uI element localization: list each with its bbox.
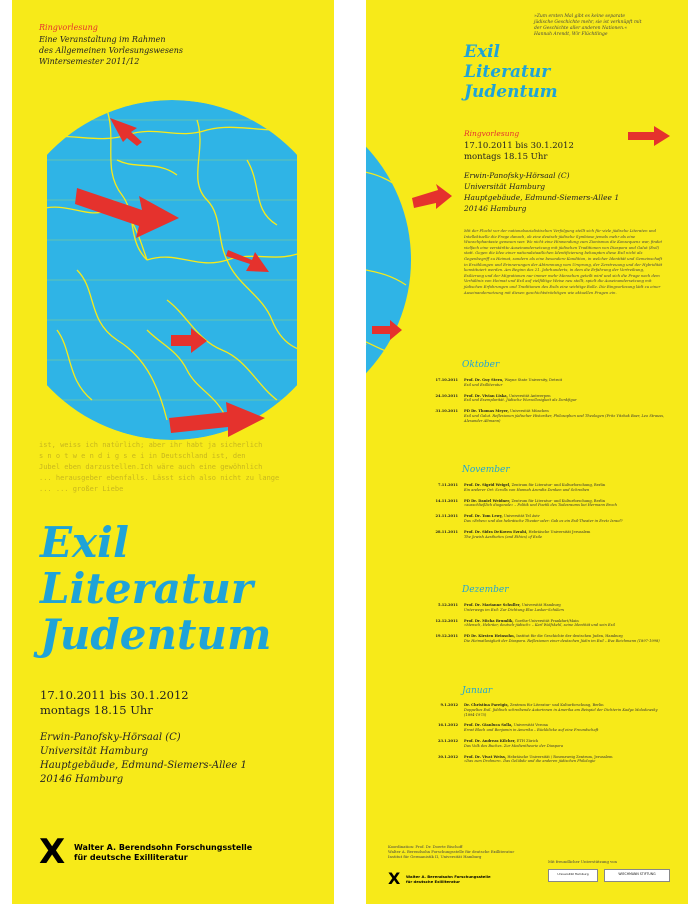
typewriter-letter-texture bbox=[39, 440, 329, 495]
institution-logo-text bbox=[406, 874, 491, 884]
quote-line: der Geschichte aller anderen Nationen.« bbox=[534, 26, 628, 31]
texture-line: Jubel eben darzustellen.Ich wäre auch eine gewöhnlich bbox=[39, 463, 263, 471]
schedule-entry bbox=[428, 723, 678, 733]
intro-text bbox=[39, 34, 183, 67]
logo-line: Walter A. Berendsohn Forschungsstelle bbox=[74, 843, 253, 852]
entry-date: 28.11.2011 bbox=[435, 529, 458, 534]
series-label: Ringvorlesung bbox=[464, 129, 520, 138]
date-range: 17.10.2011 bis 30.1.2012 bbox=[40, 688, 189, 702]
speaker-affiliation: Universität Hamburg bbox=[521, 603, 561, 607]
entry-date: 30.1.2012 bbox=[437, 754, 458, 759]
venue-address bbox=[464, 170, 619, 214]
venue-line: 20146 Hamburg bbox=[464, 204, 527, 213]
title-line: Literatur bbox=[464, 62, 551, 82]
speaker-affiliation: Institut für die Geschichte der deutschen Juden, Hamburg bbox=[516, 634, 623, 639]
venue-address bbox=[40, 731, 247, 787]
talk-title: Das »Erbes« und das hebräische Theater oder: Gab es ein Exil-Theater in Eretz Israel? bbox=[464, 518, 623, 523]
entry-date: 12.12.2011 bbox=[435, 618, 458, 623]
talk-title: Exil und Galut. Reflexionen jüdischer Historiker, Philosophen und Theologen (Fritz Yitzhak Baer, Leo Strauss, Alexander Altmann) bbox=[464, 413, 665, 423]
venue-line: Universität Hamburg bbox=[464, 182, 546, 191]
schedule-entry bbox=[428, 634, 678, 644]
event-dates bbox=[464, 141, 574, 163]
speaker-affiliation: Zentrum für Literatur- und Kulturforschung, Berlin bbox=[511, 483, 606, 487]
arrow-icon bbox=[372, 320, 402, 340]
arrow-icon bbox=[628, 126, 670, 146]
talk-title: Exil und Exemplarität. Jüdische Wurzellosigkeit als Denkfigur bbox=[464, 398, 577, 403]
entry-date: 17.10.2011 bbox=[435, 378, 458, 382]
series-label: Ringvorlesung bbox=[39, 23, 98, 32]
talk-title: »Mensch, Hebräer, deutsch-jüdisch« – Karl Wolfskehl, seine Identität und sein Exil bbox=[464, 623, 615, 628]
speaker-name: Prof. Dr. Micha Brumlik, bbox=[464, 618, 514, 623]
speaker-affiliation: ETH Zürich bbox=[516, 738, 539, 743]
speaker-name: Prof. Dr. Tom Lewy, bbox=[464, 514, 503, 519]
entry-date: 23.1.2012 bbox=[437, 738, 458, 743]
entry-date: 24.10.2011 bbox=[435, 393, 458, 398]
speaker-name: Prof. Dr. Andreas Kilcher, bbox=[464, 738, 516, 743]
talk-title: Doppeltes Exil. Jiddisch schreibende Autorinnen in Amerika am Beispiel der Dichterin Kadya Molodowsky (1894-1975) bbox=[464, 707, 658, 717]
schedule-entry bbox=[428, 409, 678, 423]
speaker-affiliation: Hebräische Universität Jerusalem bbox=[528, 529, 591, 534]
sponsor-logo: Universität Hamburg bbox=[548, 869, 598, 882]
speaker-affiliation: Zentrum für Literatur- und Kulturforschung, Berlin bbox=[509, 703, 604, 707]
entry-date: 31.10.2011 bbox=[435, 409, 458, 414]
sponsor-logo: WIECHMANN STIFTUNG bbox=[604, 869, 670, 882]
speaker-affiliation: Universität München bbox=[510, 409, 549, 414]
speaker-name: Prof. Dr. Gianluca Solla, bbox=[464, 723, 513, 728]
schedule-list-december bbox=[428, 603, 678, 650]
texture-line: ist, weiss ich natürlich; aber ihr habt ja sicherlich bbox=[39, 441, 263, 449]
speaker-name: Prof. Dr. Guy Stern, bbox=[464, 378, 504, 382]
weekly-time: montags 18.15 Uhr bbox=[464, 152, 548, 162]
speaker-affiliation: Universität Tel Aviv bbox=[503, 514, 540, 519]
speaker-affiliation: Wayne State University, Detroit bbox=[504, 378, 563, 382]
venue-line: Universität Hamburg bbox=[40, 746, 149, 757]
talk-title: »Das zum Drohnen«. Das Gelübde und die anderen jüdischen Philologie bbox=[464, 759, 596, 764]
coord-line: Koordination: Prof. Dr. Doerte Bischoff bbox=[388, 844, 463, 849]
institution-logo-text bbox=[74, 843, 252, 863]
event-dates bbox=[40, 688, 189, 718]
title-line: Judentum bbox=[40, 610, 272, 659]
poster-title bbox=[464, 42, 558, 102]
schedule-entry bbox=[428, 619, 678, 629]
schedule-entry bbox=[428, 755, 678, 765]
map-globe-illustration bbox=[47, 100, 297, 440]
logo-line: für deutsche Exilliteratur bbox=[406, 879, 460, 884]
weekly-time: montags 18.15 Uhr bbox=[40, 703, 153, 717]
entry-date: 16.1.2012 bbox=[437, 723, 458, 728]
schedule-entry bbox=[428, 394, 678, 404]
entry-date: 21.11.2011 bbox=[435, 514, 458, 519]
schedule-entry bbox=[428, 703, 678, 717]
title-line: Judentum bbox=[464, 82, 558, 102]
coordination-note bbox=[388, 844, 514, 859]
month-heading: Oktober bbox=[462, 360, 500, 370]
speaker-name: PD Dr. Kirsten Heinsohn, bbox=[464, 634, 516, 639]
title-line: Exil bbox=[40, 518, 129, 567]
month-heading: Januar bbox=[462, 686, 493, 696]
schedule-list-november bbox=[428, 483, 678, 545]
title-line: Exil bbox=[464, 42, 501, 62]
speaker-name: Prof. Dr. Sidra DeKoven Ezrahi, bbox=[464, 529, 528, 534]
support-note: Mit freundlicher Unterstützung von bbox=[548, 859, 617, 864]
entry-date: 9.1.2012 bbox=[440, 703, 458, 707]
schedule-entry bbox=[428, 378, 678, 388]
talk-title: Exil und Exilliteratur bbox=[464, 382, 503, 387]
schedule-entry bbox=[428, 603, 678, 613]
schedule-entry bbox=[428, 530, 678, 540]
speaker-name: PD Dr. Thomas Meyer, bbox=[464, 409, 509, 414]
coord-line: Institut für Germanistik II, Universität Hamburg bbox=[388, 854, 482, 859]
talk-title: »ausschließlich diagonale« – Politik und Poetik des Todesraums bei Hermann Broch bbox=[464, 503, 617, 508]
quote-line: »Zum ersten Mal gibt es keine separate bbox=[534, 14, 626, 19]
month-heading: November bbox=[462, 465, 510, 475]
poster-right bbox=[366, 0, 688, 904]
quote-line: jüdische Geschichte mehr, sie ist verknüpft mit bbox=[534, 20, 642, 25]
speaker-name: Dr. Christina Pareigis, bbox=[464, 703, 509, 707]
schedule-entry bbox=[428, 499, 678, 509]
talk-title: Unterwegs im Exil: Zur Dichtung Else Lasker-Schülers bbox=[464, 607, 565, 612]
entry-date: 5.12.2011 bbox=[437, 603, 458, 607]
schedule-list-january bbox=[428, 703, 678, 770]
quote-attribution: Hannah Arendt, Wir Flüchtlinge bbox=[534, 32, 608, 37]
speaker-name: Prof. Dr. Sigrid Weigel, bbox=[464, 483, 511, 487]
venue-line: Erwin-Panofsky-Hörsaal (C) bbox=[464, 171, 570, 180]
talk-title: Ein anderer Ort: Scrolls von Hannah Arendts Denken und Schreiben bbox=[464, 487, 590, 492]
entry-date: 19.12.2011 bbox=[435, 634, 458, 639]
talk-title: The Jewish Aesthetics (and Ethics) of Exile bbox=[464, 534, 543, 539]
talk-title: Ernst Bloch und Benjamin in Amerika – Rückblicke auf eine Freundschaft bbox=[464, 728, 599, 733]
venue-line: Hauptgebäude, Edmund-Siemers-Allee 1 bbox=[40, 760, 247, 771]
venue-line: 20146 Hamburg bbox=[40, 774, 124, 785]
texture-line: ... ... großer Liebe bbox=[39, 485, 124, 493]
title-line: Literatur bbox=[40, 564, 254, 613]
poster-title bbox=[40, 520, 271, 658]
speaker-affiliation: Hebräische Universität / Rosenzweig Zentrum, Jerusalem bbox=[507, 754, 613, 759]
intro-line: Wintersemester 2011/12 bbox=[39, 57, 140, 66]
logo-mark-icon: X bbox=[39, 832, 66, 872]
logo-line: für deutsche Exilliteratur bbox=[74, 853, 188, 862]
venue-line: Erwin-Panofsky-Hörsaal (C) bbox=[40, 732, 181, 743]
talk-title: Die Heimatlosigkeit der Diaspora. Reflexionen einer deutschen Jüdin im Exil – Eva Reichmann (1897-1998) bbox=[464, 638, 660, 643]
schedule-list-october bbox=[428, 378, 678, 430]
texture-line: s n o t w e n d i g s e i in Deutschland ist, den bbox=[39, 452, 246, 460]
venue-line: Hauptgebäude, Edmund-Siemers-Allee 1 bbox=[464, 193, 620, 202]
schedule-entry bbox=[428, 739, 678, 749]
coord-line: Walter A. Berendsohn Forschungsstelle für deutsche Exilliteratur bbox=[388, 849, 515, 854]
arrow-icon bbox=[412, 184, 452, 209]
speaker-name: Prof. Dr. Marianne Schuller, bbox=[464, 603, 521, 607]
speaker-affiliation: Zentrum für Literatur- und Kulturforschung, Berlin bbox=[511, 498, 606, 503]
schedule-entry bbox=[428, 514, 678, 524]
talk-title: Das Volk des Buches. Zur Medientheorie der Diaspora bbox=[464, 743, 564, 748]
intro-line: Eine Veranstaltung im Rahmen bbox=[39, 35, 166, 44]
intro-line: des Allgemeinen Vorlesungswesens bbox=[39, 46, 184, 55]
logo-line: Walter A. Berendsohn Forschungsstelle bbox=[406, 874, 491, 879]
poster-left bbox=[12, 0, 334, 904]
month-heading: Dezember bbox=[462, 585, 509, 595]
texture-line: ... herausgeber ebenfalls. Lässt sich also nicht zu lange bbox=[39, 474, 280, 482]
entry-date: 14.11.2011 bbox=[435, 498, 458, 503]
date-range: 17.10.2011 bis 30.1.2012 bbox=[464, 141, 574, 151]
schedule-entry bbox=[428, 483, 678, 493]
description-paragraph: Mit der Flucht vor der nationalsozialistischen Verfolgung stellt sich für viele jüdische Literaten und Intellektuelle die Frage danach, ob eine deutsch-jüdische Symbiose jemals mehr als eine Wunschphantasie gewesen war. Wo nicht eine Hinwendung zum Zionismus die Konsequenz war, findet vielfach eine verstärkte Auseinandersetzung mit jüdischen Traditionen von Diaspora und Galut (Exil) statt. Gegen die Idee einer nationalstaatlichen Identifizierung behaupten diese Exil nicht als Gegenbegriff zu Heimat, sondern als eine besondere Kondition, in welcher Identität und Gemeinschaft in Erzählungen und Erinnerungen der Abtrennung vom Ursprung, der Zerstreuung und der Hybridität konstituiert werden. Am Beginn des 21. Jahrhunderts, in dem die Erfahrung der Vertreibung, Exilierung und der Migrationen nur immer mehr Menschen geteilt wird und sich die Frage nach dem Verhältnis von Heimat und Exil auf vielfältige Weise neu stellt, spielt die Auseinandersetzung mit jüdischen Erfahrungen und Traditionen des Exils eine wichtige Rolle. Die Ringvorlesung lädt zu einer Auseinandersetzung mit diesen geschichtsträchtigen wie aktuellen Fragen ein. bbox=[464, 228, 663, 295]
speaker-name: PD Dr. Daniel Weidner, bbox=[464, 498, 511, 503]
speaker-affiliation: Goethe-Universität Frankfurt/Main bbox=[514, 618, 579, 623]
epigraph-quote bbox=[534, 14, 679, 38]
entry-date: 7.11.2011 bbox=[437, 483, 458, 487]
logo-mark-icon: X bbox=[388, 869, 401, 888]
speaker-name: Prof. Dr. Vivian Liska, bbox=[464, 393, 508, 398]
speaker-affiliation: Universität Verona bbox=[513, 723, 548, 728]
speaker-name: Prof. Dr. Vivat Weiss, bbox=[464, 754, 507, 759]
speaker-affiliation: Universität Antwerpen bbox=[508, 393, 551, 398]
